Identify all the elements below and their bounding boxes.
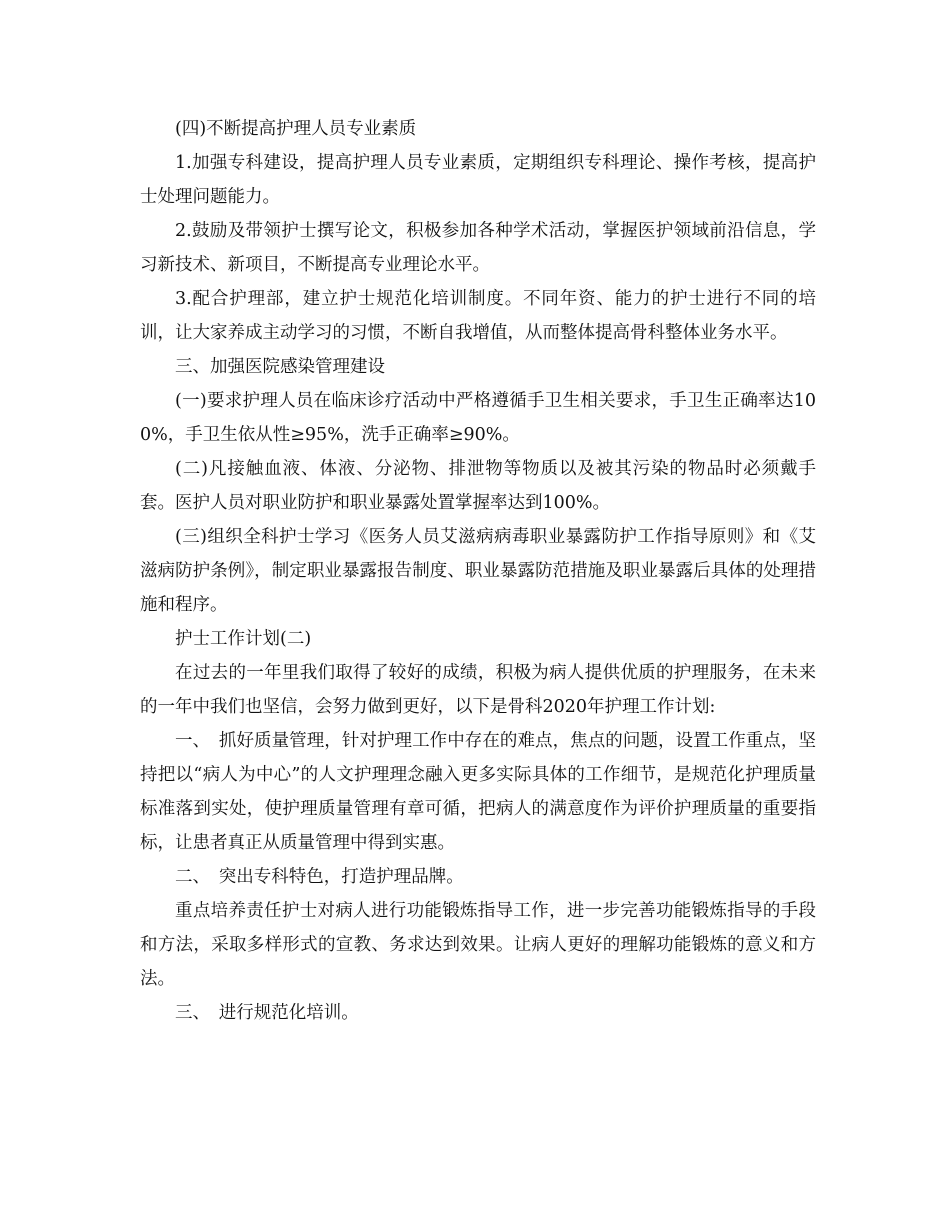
paragraph-infection-3: (三)组织全科护士学习《医务人员艾滋病病毒职业暴露防护工作指导原则》和《艾滋病防护条例》，制定职业暴露报告制度、职业暴露防范措施及职业暴露后具体的处理措施和程序。 bbox=[140, 527, 816, 615]
paragraph-plan-2-heading: 二、 突出专科特色，打造护理品牌。 bbox=[175, 867, 464, 887]
paragraph-item-1: 1.加强专科建设，提高护理人员专业素质，定期组织专科理论、操作考核，提高护士处理问题能力。 bbox=[140, 153, 816, 207]
paragraph-infection-1: (一)要求护理人员在临床诊疗活动中严格遵循手卫生相关要求，手卫生正确率达100%，手卫生依从性≥95%，洗手正确率≥90%。 bbox=[140, 391, 816, 445]
section-heading-improve-quality: (四)不断提高护理人员专业素质 bbox=[175, 119, 417, 139]
paragraph-intro: 在过去的一年里我们取得了较好的成绩，积极为病人提供优质的护理服务，在未来的一年中我们也坚信，会努力做到更好，以下是骨科2020年护理工作计划: bbox=[140, 663, 816, 717]
section-heading-plan-two: 护士工作计划(二) bbox=[175, 629, 312, 649]
paragraph-plan-3-heading: 三、 进行规范化培训。 bbox=[175, 1003, 359, 1023]
paragraph-infection-2: (二)凡接触血液、体液、分泌物、排泄物等物质以及被其污染的物品时必须戴手套。医护人员对职业防护和职业暴露处置掌握率达到100%。 bbox=[140, 459, 816, 513]
paragraph-item-2: 2.鼓励及带领护士撰写论文，积极参加各种学术活动，掌握医护领域前沿信息，学习新技术、新项目，不断提高专业理论水平。 bbox=[140, 221, 816, 275]
document-page bbox=[140, 112, 816, 1030]
paragraph-plan-2-body: 重点培养责任护士对病人进行功能锻炼指导工作，进一步完善功能锻炼指导的手段和方法，采取多样形式的宣教、务求达到效果。让病人更好的理解功能锻炼的意义和方法。 bbox=[140, 901, 816, 989]
section-heading-infection-control: 三、加强医院感染管理建设 bbox=[175, 357, 385, 377]
paragraph-plan-1: 一、 抓好质量管理，针对护理工作中存在的难点，焦点的问题，设置工作重点，坚持把以“病人为中心”的人文护理理念融入更多实际具体的工作细节，是规范化护理质量标准落到实处，使护理质量管理有章可循，把病人的满意度作为评价护理质量的重要指标，让患者真正从质量管理中得到实惠。 bbox=[140, 731, 816, 853]
paragraph-item-3: 3.配合护理部，建立护士规范化培训制度。不同年资、能力的护士进行不同的培训，让大家养成主动学习的习惯，不断自我增值，从而整体提高骨科整体业务水平。 bbox=[140, 289, 816, 343]
